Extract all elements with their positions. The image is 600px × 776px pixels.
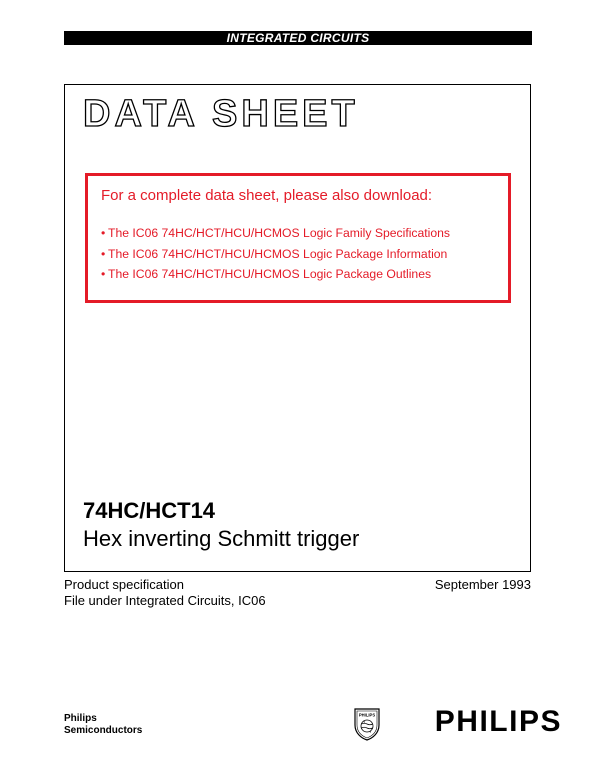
- company-name-line1: Philips: [64, 713, 97, 724]
- svg-text:✦: ✦: [363, 720, 366, 724]
- philips-shield-icon: [353, 707, 381, 741]
- publication-date: September 1993: [434, 577, 531, 592]
- philips-wordmark: PHILIPS: [434, 705, 562, 738]
- download-notice-heading: For a complete data sheet, please also download:: [101, 187, 433, 204]
- download-link-item[interactable]: [101, 264, 450, 285]
- download-link-text[interactable]: The IC06 74HC/HCT/HCU/HCMOS Logic Package Information: [108, 246, 448, 261]
- company-name: [64, 713, 142, 737]
- shield-text: PHILIPS: [358, 712, 376, 718]
- filing-info: File under Integrated Circuits, IC06: [64, 593, 266, 608]
- download-link-item[interactable]: [101, 244, 450, 265]
- cover-frame: [64, 84, 531, 572]
- document-title: DATA SHEET: [83, 93, 359, 135]
- download-link-item[interactable]: [101, 223, 450, 244]
- download-link-text[interactable]: The IC06 74HC/HCT/HCU/HCMOS Logic Package Outlines: [108, 267, 432, 281]
- download-link-text[interactable]: The IC06 74HC/HCT/HCU/HCMOS Logic Family Specifications: [108, 226, 451, 240]
- company-name-line2: Semiconductors: [64, 725, 143, 736]
- download-notice-box: [85, 173, 511, 303]
- product-code: 74HC/HCT14: [83, 498, 216, 523]
- bullet-icon: •: [101, 226, 106, 240]
- bullet-icon: •: [101, 246, 106, 261]
- document-meta: [64, 577, 266, 609]
- spec-type: Product specification: [64, 577, 184, 592]
- product-description: Hex inverting Schmitt trigger: [83, 526, 360, 551]
- download-link-list: [101, 223, 450, 285]
- svg-text:✦: ✦: [369, 730, 372, 734]
- section-banner: INTEGRATED CIRCUITS: [64, 31, 532, 45]
- bullet-icon: •: [101, 267, 106, 281]
